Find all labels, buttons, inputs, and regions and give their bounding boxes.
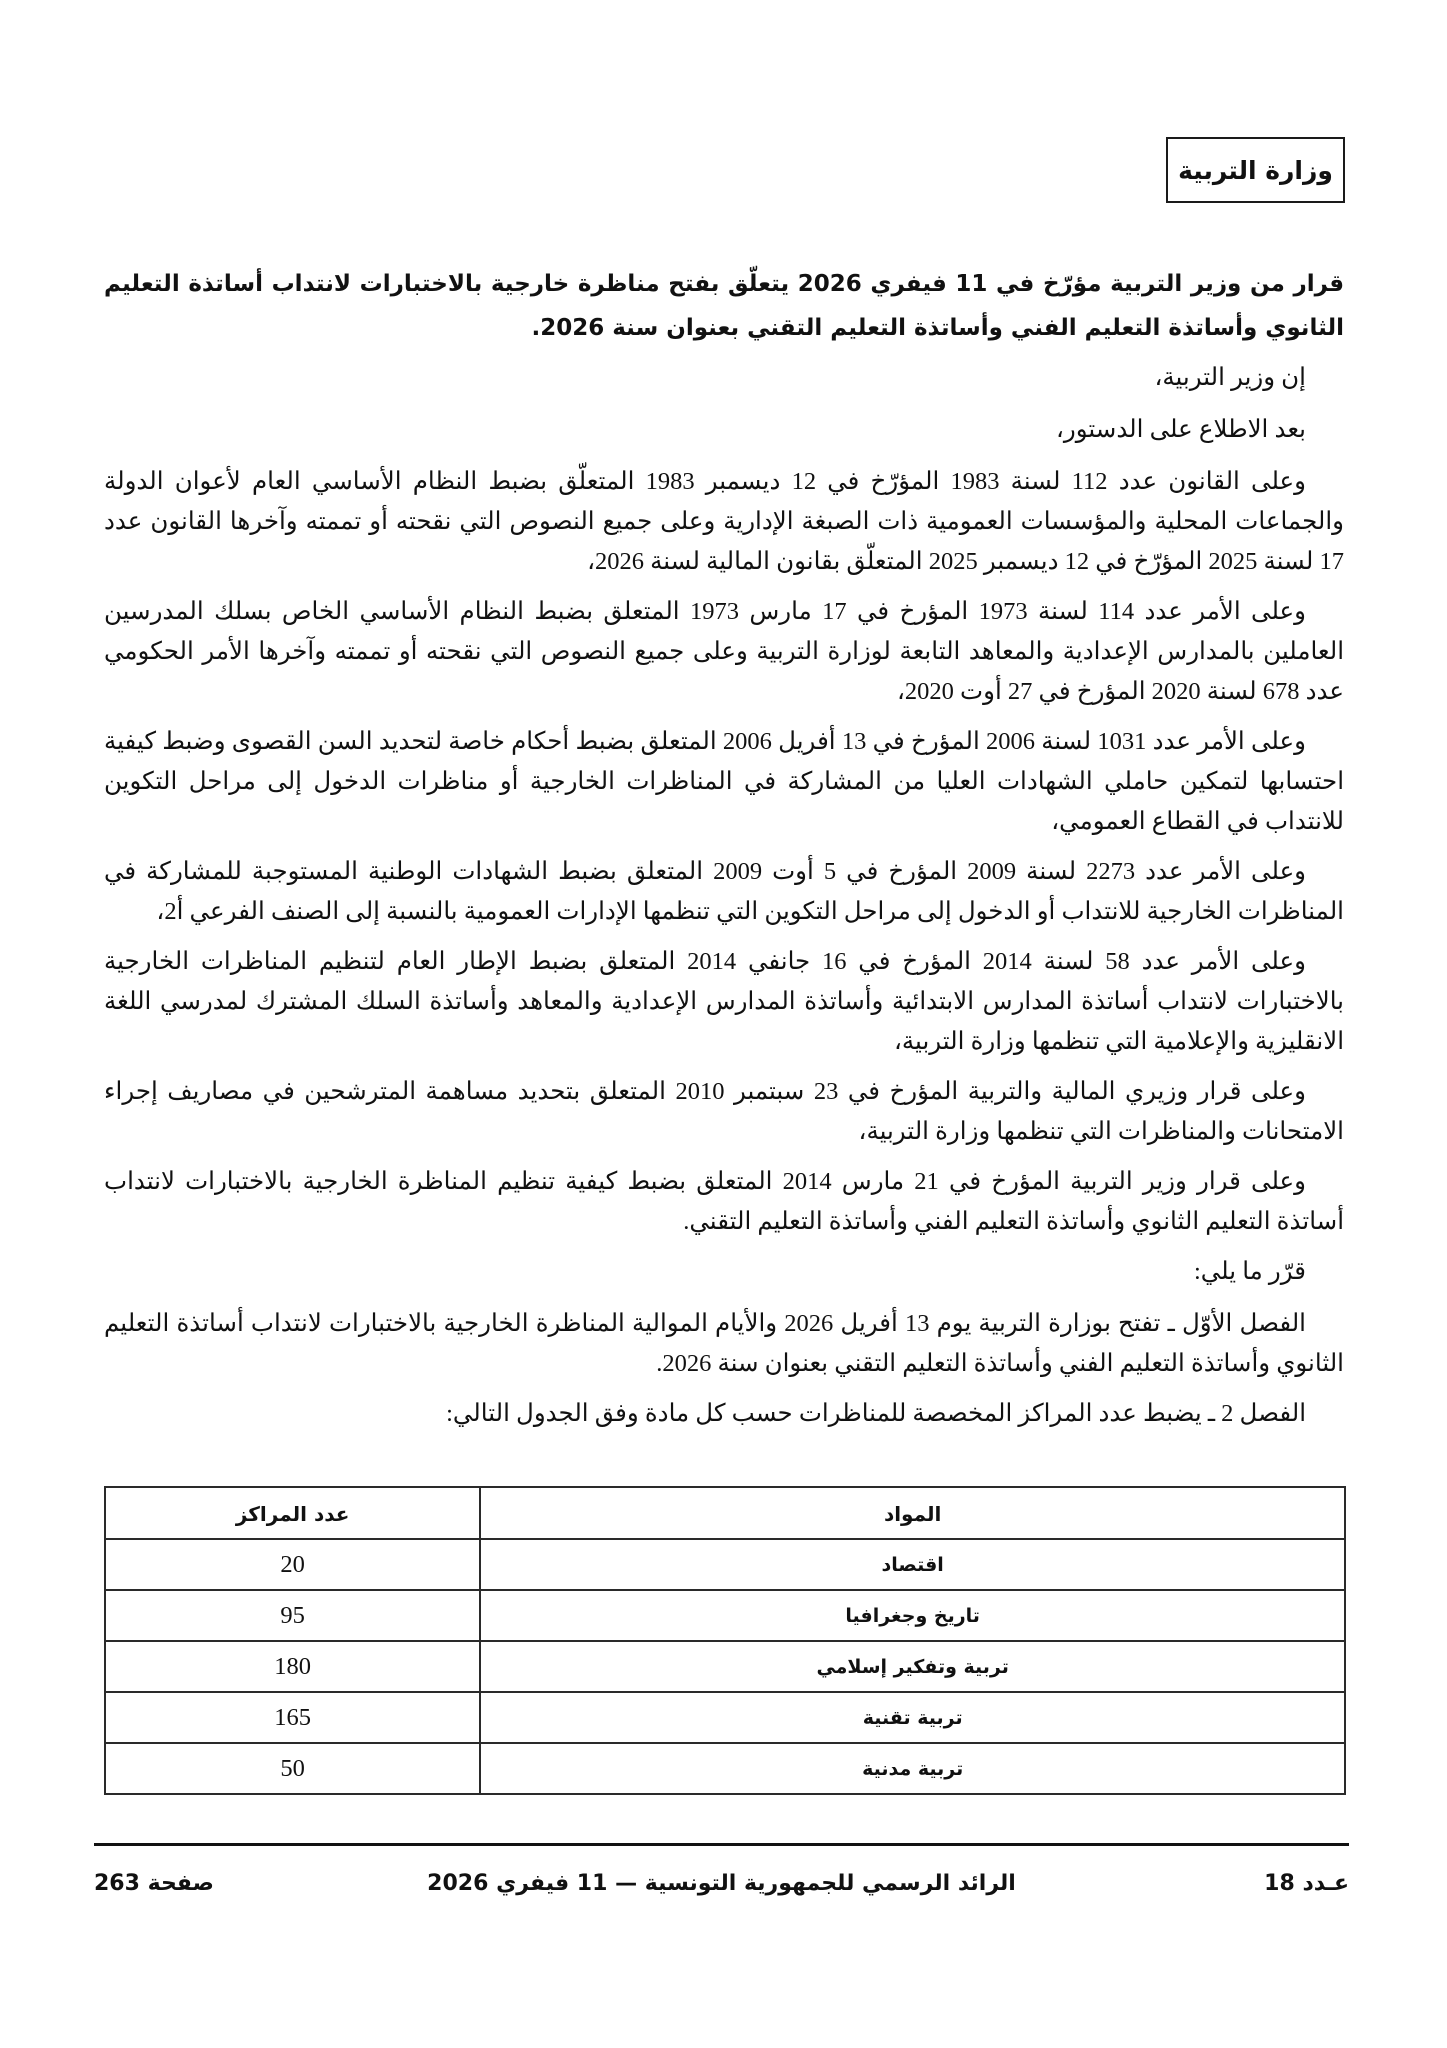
recital-joint-decree-2010: وعلى قرار وزيري المالية والتربية المؤرخ في 23 سبتمبر 2010 المتعلق بتحديد مساهمة المترشحين في مصاريف إجراء الامتحانات والمناظرات التي تنظمها وزارة التربية،	[104, 1078, 1344, 1145]
subject-cell: تربية تقنية	[480, 1692, 1345, 1743]
recital-law-112-1983: وعلى القانون عدد 112 لسنة 1983 المؤرّخ في 12 ديسمبر 1983 المتعلّق بضبط النظام الأساسي العام لأعوان الدولة والجماعات المحلية والمؤسسات العمومية ذات الصبغة الإدارية وعلى جميع النصوص التي نقحته أو تممته وآخرها القانون عدد 17 لسنة 2025 المؤرّخ في 12 ديسمبر 2025 المتعلّق بقانون المالية لسنة 2026،	[104, 468, 1344, 575]
page-footer	[94, 1863, 1349, 1903]
constitution-recital: بعد الاطلاع على الدستور،	[1056, 416, 1306, 443]
article-1: الفصل الأوّل ـ تفتح بوزارة التربية يوم 13 أفريل 2026 والأيام الموالية المناظرة الخارجية بالاختبارات لانتداب أساتذة التعليم الثانوي وأساتذة التعليم الفني وأساتذة التعليم التقني بعنوان سنة 2026.	[104, 1310, 1344, 1377]
decree-body	[104, 262, 1344, 1795]
count-cell: 50	[105, 1743, 480, 1794]
column-header-count: عدد المراكز	[105, 1487, 480, 1539]
recital-order-114-1973: وعلى الأمر عدد 114 لسنة 1973 المؤرخ في 17 مارس 1973 المتعلق بضبط النظام الأساسي الخاص بسلك المدرسين العاملين بالمدارس الإعدادية والمعاهد التابعة لوزارة التربية وعلى جميع النصوص التي نقحته أو تممته وآخرها الأمر الحكومي عدد 678 لسنة 2020 المؤرخ في 27 أوت 2020،	[104, 598, 1344, 705]
decree-opening: إن وزير التربية،	[1154, 364, 1306, 391]
table-row	[105, 1641, 1345, 1692]
decides-heading: قرّر ما يلي:	[1193, 1258, 1306, 1285]
footer-divider	[94, 1843, 1349, 1846]
ministry-header-box	[1166, 137, 1345, 203]
recital-order-58-2014: وعلى الأمر عدد 58 لسنة 2014 المؤرخ في 16 جانفي 2014 المتعلق بضبط الإطار العام لتنظيم المناظرات الخارجية بالاختبارات لانتداب أساتذة المدارس الابتدائية وأساتذة المدارس الإعدادية والمعاهد وأساتذة السلك المشترك لمدرسي اللغة الانقليزية والإعلامية التي تنظمها وزارة التربية،	[104, 948, 1344, 1055]
issue-number: عـدد 18	[1264, 1870, 1349, 1896]
count-cell: 180	[105, 1641, 480, 1692]
page-number: صفحة 263	[94, 1870, 214, 1896]
exam-centers-table	[104, 1486, 1346, 1795]
recital-order-2273-2009: وعلى الأمر عدد 2273 لسنة 2009 المؤرخ في 5 أوت 2009 المتعلق بضبط الشهادات الوطنية المستوجبة للمشاركة في المناظرات الخارجية للانتداب أو الدخول إلى مراحل التكوين التي تنظمها الإدارات العمومية بالنسبة إلى الصنف الفرعي أ2،	[104, 858, 1344, 925]
table-row	[105, 1539, 1345, 1590]
decree-title: قرار من وزير التربية مؤرّخ في 11 فيفري 2026 يتعلّق بفتح مناظرة خارجية بالاختبارات لانتداب أساتذة التعليم الثانوي وأساتذة التعليم الفني وأساتذة التعليم التقني بعنوان سنة 2026.	[104, 271, 1345, 341]
count-cell: 165	[105, 1692, 480, 1743]
article-2: الفصل 2 ـ يضبط عدد المراكز المخصصة للمناظرات حسب كل مادة وفق الجدول التالي:	[446, 1400, 1306, 1427]
recital-order-1031-2006: وعلى الأمر عدد 1031 لسنة 2006 المؤرخ في 13 أفريل 2006 المتعلق بضبط أحكام خاصة لتحديد السن القصوى وضبط كيفية احتسابها لتمكين حاملي الشهادات العليا من المشاركة في المناظرات الخارجية أو مناظرات الدخول إلى مراحل التكوين للانتداب في القطاع العمومي،	[104, 728, 1344, 835]
subject-cell: اقتصاد	[480, 1539, 1345, 1590]
ministry-name: وزارة التربية	[1178, 155, 1333, 185]
count-cell: 20	[105, 1539, 480, 1590]
count-cell: 95	[105, 1590, 480, 1641]
table-row	[105, 1743, 1345, 1794]
journal-title-date: الرائد الرسمي للجمهورية التونسية — 11 فيفري 2026	[427, 1870, 1016, 1896]
recital-decree-2014: وعلى قرار وزير التربية المؤرخ في 21 مارس 2014 المتعلق بضبط كيفية تنظيم المناظرة الخارجية بالاختبارات لانتداب أساتذة التعليم الثانوي وأساتذة التعليم الفني وأساتذة التعليم التقني.	[104, 1168, 1344, 1235]
footer-center	[94, 1871, 1349, 1896]
column-header-subject: المواد	[480, 1487, 1345, 1539]
table-header-row	[105, 1487, 1345, 1539]
spacer	[104, 1446, 1344, 1486]
subject-cell: تربية وتفكير إسلامي	[480, 1641, 1345, 1692]
subject-cell: تربية مدنية	[480, 1743, 1345, 1794]
table-row	[105, 1590, 1345, 1641]
subject-cell: تاريخ وجغرافيا	[480, 1590, 1345, 1641]
table-row	[105, 1692, 1345, 1743]
